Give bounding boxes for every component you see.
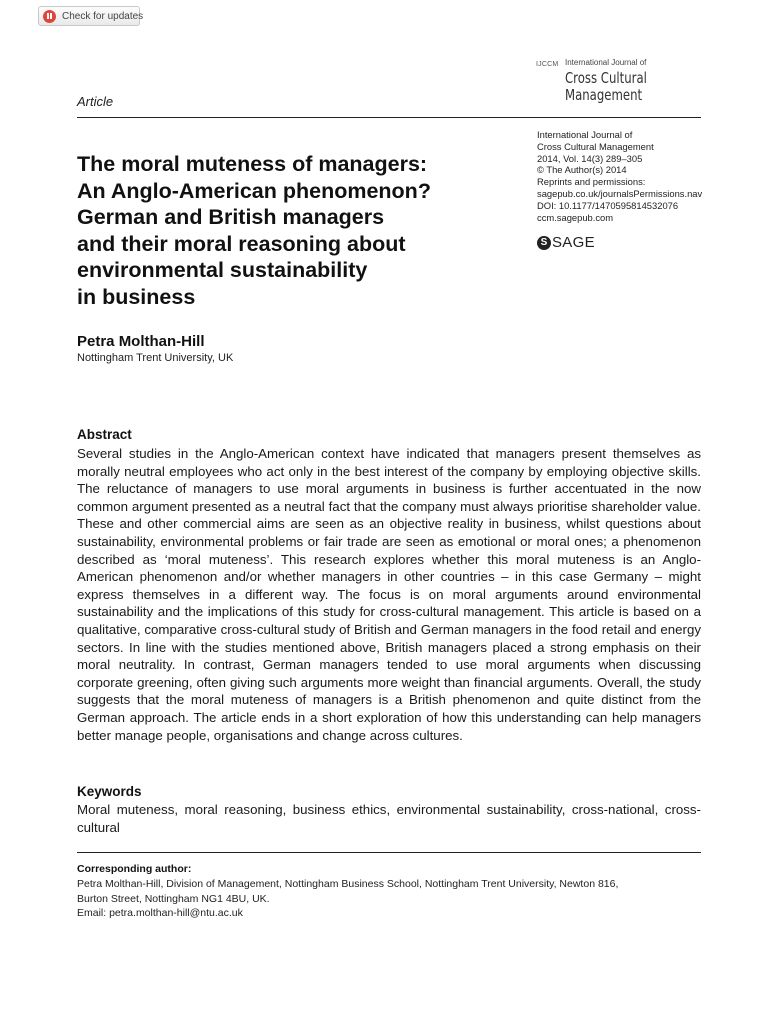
meta-reprints: Reprints and permissions:	[537, 176, 646, 188]
author-name: Petra Molthan-Hill	[77, 333, 205, 350]
title-line: environmental sustainability	[77, 258, 368, 282]
corresponding-address-line1: Petra Molthan-Hill, Division of Management, Nottingham Business School, Nottingham Trent University, Newton 816,	[77, 878, 619, 890]
corresponding-author-details	[77, 877, 707, 921]
corresponding-email[interactable]: Email: petra.molthan-hill@ntu.ac.uk	[77, 907, 243, 919]
abstract-text: Several studies in the Anglo-American context have indicated that managers present themselves as morally neutral employees who act only in the best interest of the company by employing objective skills. The reluctance of managers to use moral arguments in business is further accentuated in the now common argument presented as a neutral fact that the company must always prioritise shareholder value. These and other commercial aims are seen as an objective reality in business, whilst questions about sustainability, environmental problems or fair trade are seen as emotional or moral ones; a phenomenon described as ‘moral muteness’. This research explores whether this moral muteness is an Anglo-American phenomenon and/or whether managers in other countries – in this case Germany – might express themselves in a different way. The focus is on moral arguments around environmental sustainability and the implications of this study for cross-cultural management. This article is based on a qualitative, comparative cross-cultural study of British and German managers in the food retail and energy sectors. In line with the studies mentioned above, British managers placed a strong emphasis on their moral neutrality. In contrast, German managers tended to use moral arguments when discussing corporate greening, often giving such arguments more weight than financial arguments. Overall, the study suggests that the moral muteness of managers is a British phenomenon and quite distinct from the German approach. The article ends in a short exploration of how this understanding can help managers better manage people, organisations and change across cultures.	[77, 446, 701, 743]
title-line: An Anglo-American phenomenon?	[77, 178, 431, 203]
journal-logo-line3: Management	[565, 86, 643, 104]
journal-logo-line1: International Journal of	[565, 58, 647, 67]
keywords-heading: Keywords	[77, 784, 142, 799]
meta-doi-link[interactable]: DOI: 10.1177/1470595814532076	[537, 199, 679, 211]
article-title	[77, 151, 517, 310]
article-type: Article	[77, 94, 114, 109]
sage-logo	[537, 234, 595, 251]
journal-logo-line2: Cross Cultural	[565, 69, 647, 87]
header-divider	[77, 117, 701, 118]
title-line: and their moral reasoning about	[77, 231, 406, 256]
meta-permissions-link[interactable]: sagepub.co.uk/journalsPermissions.nav	[537, 187, 703, 199]
author-affiliation: Nottingham Trent University, UK	[77, 352, 234, 364]
meta-journal-url[interactable]: ccm.sagepub.com	[537, 211, 614, 223]
check-for-updates-button[interactable]	[38, 6, 144, 26]
title-line: in business	[77, 284, 196, 309]
keywords-text: Moral muteness, moral reasoning, business ethics, environmental sustainability, cross-national, cross-cultural	[77, 802, 701, 835]
abstract-heading: Abstract	[77, 427, 132, 442]
corresponding-author-heading: Corresponding author:	[77, 863, 192, 875]
update-icon	[43, 10, 56, 23]
sage-text: SAGE	[552, 234, 595, 251]
corresponding-address-line2: Burton Street, Nottingham NG1 4BU, UK.	[77, 892, 270, 905]
publication-meta	[537, 129, 702, 223]
footer-divider	[77, 852, 701, 853]
journal-logo	[565, 70, 647, 104]
title-line: German and British managers	[77, 205, 385, 229]
journal-abbrev: IJCCM	[536, 61, 559, 68]
title-line: The moral muteness of managers:	[77, 152, 428, 176]
sage-icon: S	[537, 236, 551, 250]
meta-journal-line1: International Journal of	[537, 129, 633, 140]
meta-copyright: © The Author(s) 2014	[537, 164, 627, 176]
meta-journal-line2: Cross Cultural Management	[537, 140, 654, 152]
meta-volume: 2014, Vol. 14(3) 289–305	[537, 152, 643, 164]
check-for-updates-label: Check for updates	[62, 10, 144, 22]
